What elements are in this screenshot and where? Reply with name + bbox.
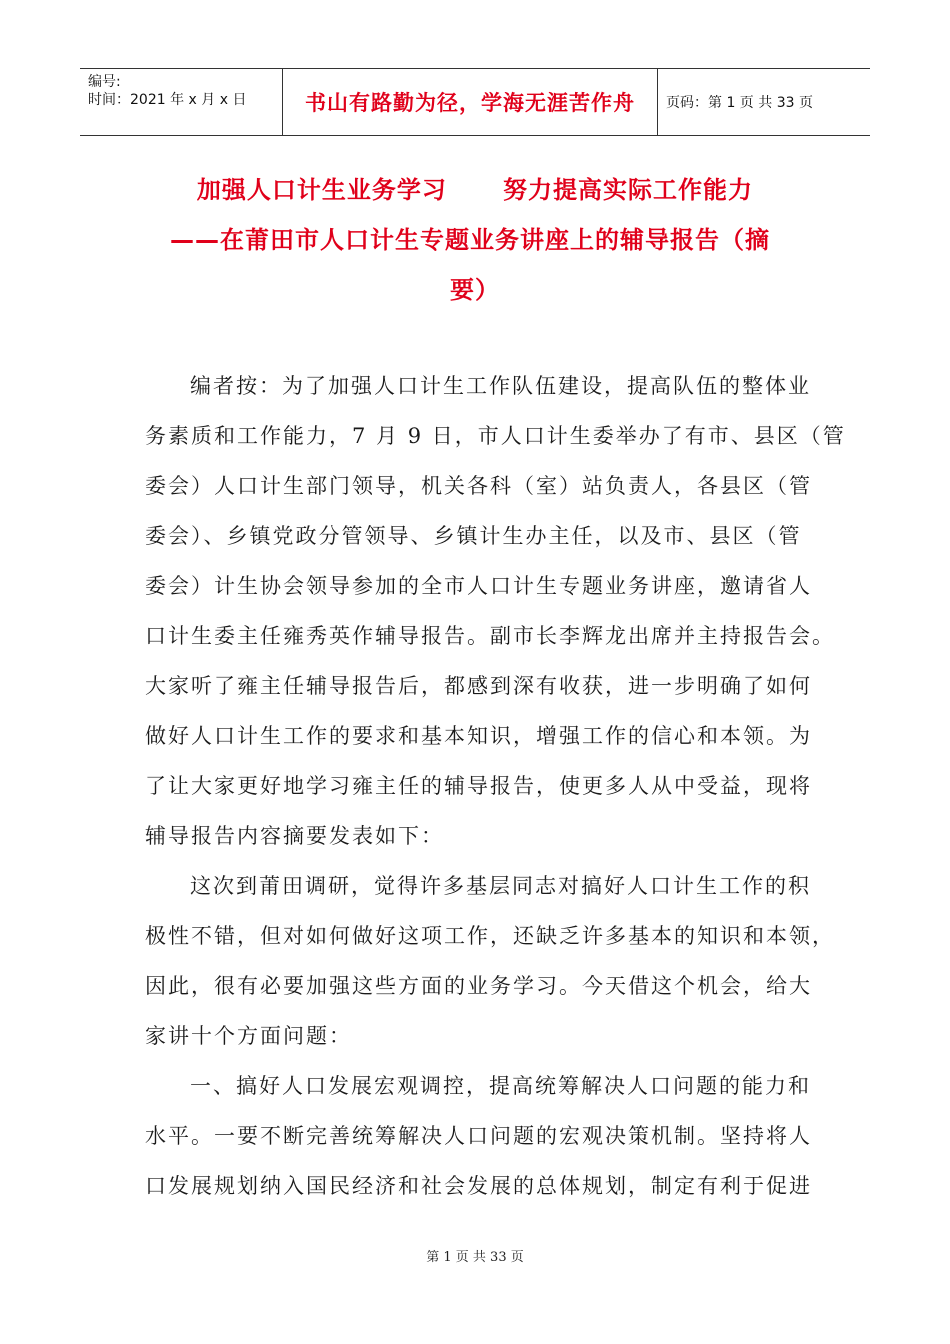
body-line: 辅导报告内容摘要发表如下： (145, 824, 444, 848)
header-table (80, 68, 870, 136)
body-line: 一、搞好人口发展宏观调控，提高统筹解决人口问题的能力和 (190, 1074, 811, 1098)
body-line: 大家听了雍主任辅导报告后，都感到深有收获，进一步明确了如何 (145, 674, 812, 698)
body-line: 编者按：为了加强人口计生工作队伍建设，提高队伍的整体业 (190, 374, 811, 398)
title-line-1: 加强人口计生业务学习 努力提高实际工作能力 (196, 176, 754, 204)
body-line: 家讲十个方面问题： (145, 1024, 352, 1048)
body-line: 做好人口计生工作的要求和基本知识，增强工作的信心和本领。为 (145, 724, 812, 748)
page-footer: 第 1 页 共 33 页 (426, 1250, 524, 1265)
body-line: 务素质和工作能力，7 月 9 日，市人口计生委举办了有市、县区（管 (145, 424, 846, 448)
time-label: 时间：2021 年 x 月 x 日 (88, 92, 247, 108)
body-line: 这次到莆田调研，觉得许多基层同志对搞好人口计生工作的积 (190, 874, 811, 898)
body-line: 因此，很有必要加强这些方面的业务学习。今天借这个机会，给大 (145, 974, 812, 998)
body-line: 口计生委主任雍秀英作辅导报告。副市长李辉龙出席并主持报告会。 (145, 624, 835, 648)
body-line: 委会）计生协会领导参加的全市人口计生专题业务讲座，邀请省人 (145, 574, 812, 598)
header-motto: 书山有路勤为径，学海无涯苦作舟 (283, 69, 658, 135)
header-meta-cell (80, 69, 283, 135)
title-line-3: 要） (450, 276, 500, 304)
body-line: 了让大家更好地学习雍主任的辅导报告，使更多人从中受益，现将 (145, 774, 812, 798)
body-line: 极性不错，但对如何做好这项工作，还缺乏许多基本的知识和本领， (145, 924, 835, 948)
title-line-2: ——在莆田市人口计生专题业务讲座上的辅导报告（摘 (170, 226, 770, 254)
serial-label: 编号: (88, 74, 121, 90)
header-page-info: 页码：第 1 页 共 33 页 (666, 95, 813, 111)
body-line: 委会）人口计生部门领导，机关各科（室）站负责人，各县区（管 (145, 474, 812, 498)
body-line: 委会）、乡镇党政分管领导、乡镇计生办主任，以及市、县区（管 (145, 524, 802, 548)
body-line: 水平。一要不断完善统筹解决人口问题的宏观决策机制。坚持将人 (145, 1124, 812, 1148)
body-line: 口发展规划纳入国民经济和社会发展的总体规划，制定有利于促进 (145, 1174, 812, 1198)
